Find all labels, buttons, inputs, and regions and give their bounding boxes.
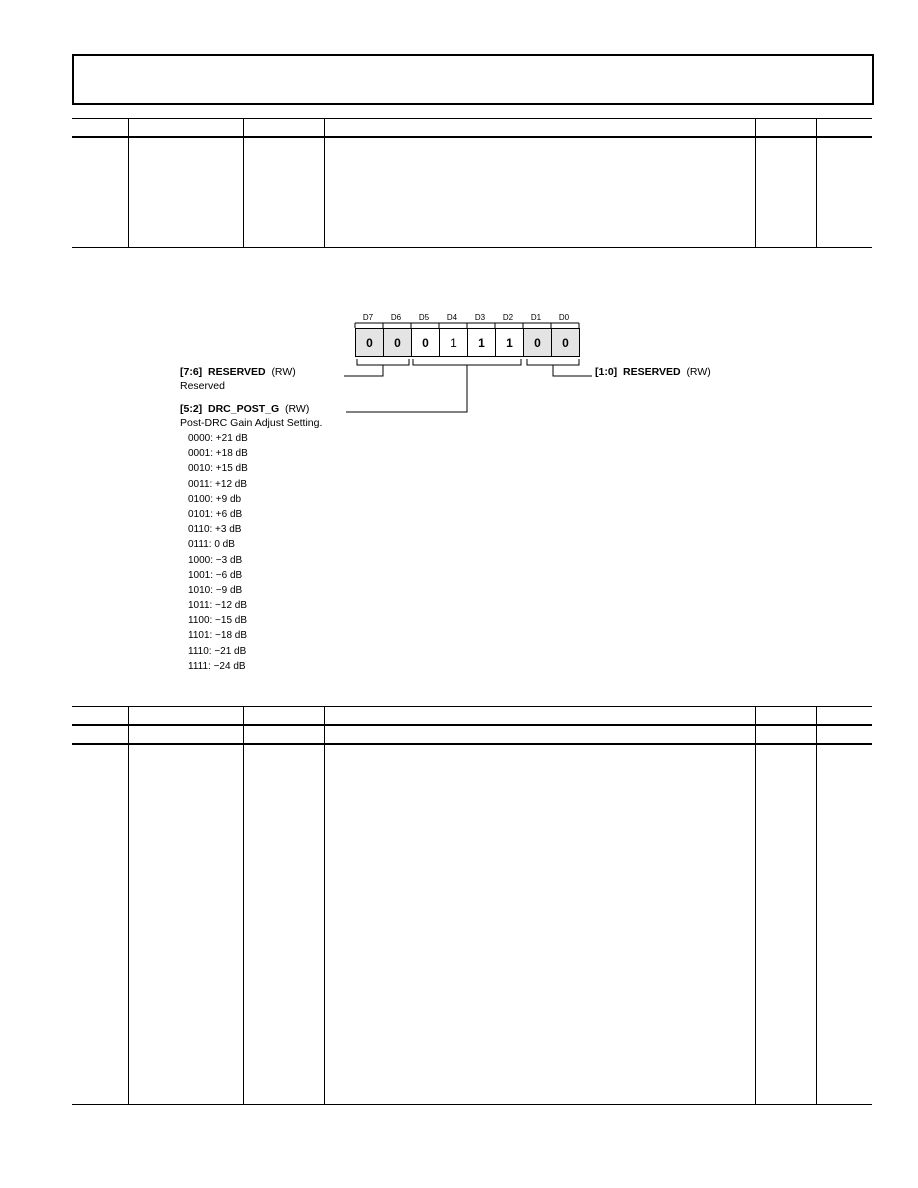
list-item: 1110: −21 dB	[188, 645, 247, 657]
list-item: 1100: −15 dB	[188, 615, 248, 627]
list-item: 0111: 0 dB	[188, 539, 235, 551]
field-name: RESERVED	[623, 366, 681, 378]
field-range: [1:0]	[595, 366, 618, 378]
list-item: 0101: +6 dB	[188, 508, 243, 520]
bit-cell: 0	[411, 328, 440, 357]
bit-cell: 0	[355, 328, 384, 357]
bit-cell: 0	[551, 328, 580, 357]
list-item: 1011: −12 dB	[188, 600, 248, 612]
list-item: 0001: +18 dB	[188, 448, 248, 460]
field-description: Reserved	[180, 380, 225, 392]
list-item: 0100: +9 db	[188, 493, 242, 505]
bit-ticks	[0, 0, 918, 420]
bit-label: D1	[530, 313, 542, 322]
field-reserved-7-6	[180, 365, 296, 393]
list-item: 1101: −18 dB	[188, 630, 248, 642]
register-table-bottom	[72, 706, 872, 1106]
field-name: RESERVED	[208, 366, 266, 378]
bit-label: D0	[558, 313, 570, 322]
gain-settings-list	[188, 431, 248, 674]
list-item: 1111: −24 dB	[188, 660, 246, 672]
list-item: 0000: +21 dB	[188, 433, 248, 444]
field-range: [7:6]	[180, 366, 203, 378]
list-item: 1001: −6 dB	[188, 569, 243, 581]
list-item: 0110: +3 dB	[188, 524, 242, 536]
list-item: 1000: −3 dB	[188, 554, 243, 566]
field-access: (RW)	[686, 366, 711, 378]
bit-label: D3	[474, 313, 486, 322]
list-item: 0011: +12 dB	[188, 478, 248, 490]
bit-cell: 0	[523, 328, 552, 357]
bit-cell: 0	[383, 328, 412, 357]
bit-cell: 1	[439, 328, 468, 357]
bit-label: D5	[418, 313, 430, 322]
bit-label: D7	[362, 313, 374, 322]
bit-cell: 1	[467, 328, 496, 357]
field-range: [5:2]	[180, 403, 203, 415]
list-item: 0010: +15 dB	[188, 463, 248, 475]
field-access: (RW)	[285, 403, 310, 415]
bit-cell: 1	[495, 328, 524, 357]
field-description: Post-DRC Gain Adjust Setting.	[180, 417, 323, 429]
bit-label: D2	[502, 313, 514, 322]
bit-label: D4	[446, 313, 458, 322]
field-name: DRC_POST_G	[208, 403, 280, 415]
field-access: (RW)	[271, 366, 296, 378]
bit-label: D6	[390, 313, 402, 322]
field-drc-post-g	[180, 402, 322, 430]
list-item: 1010: −9 dB	[188, 584, 243, 596]
field-reserved-1-0	[595, 365, 711, 379]
